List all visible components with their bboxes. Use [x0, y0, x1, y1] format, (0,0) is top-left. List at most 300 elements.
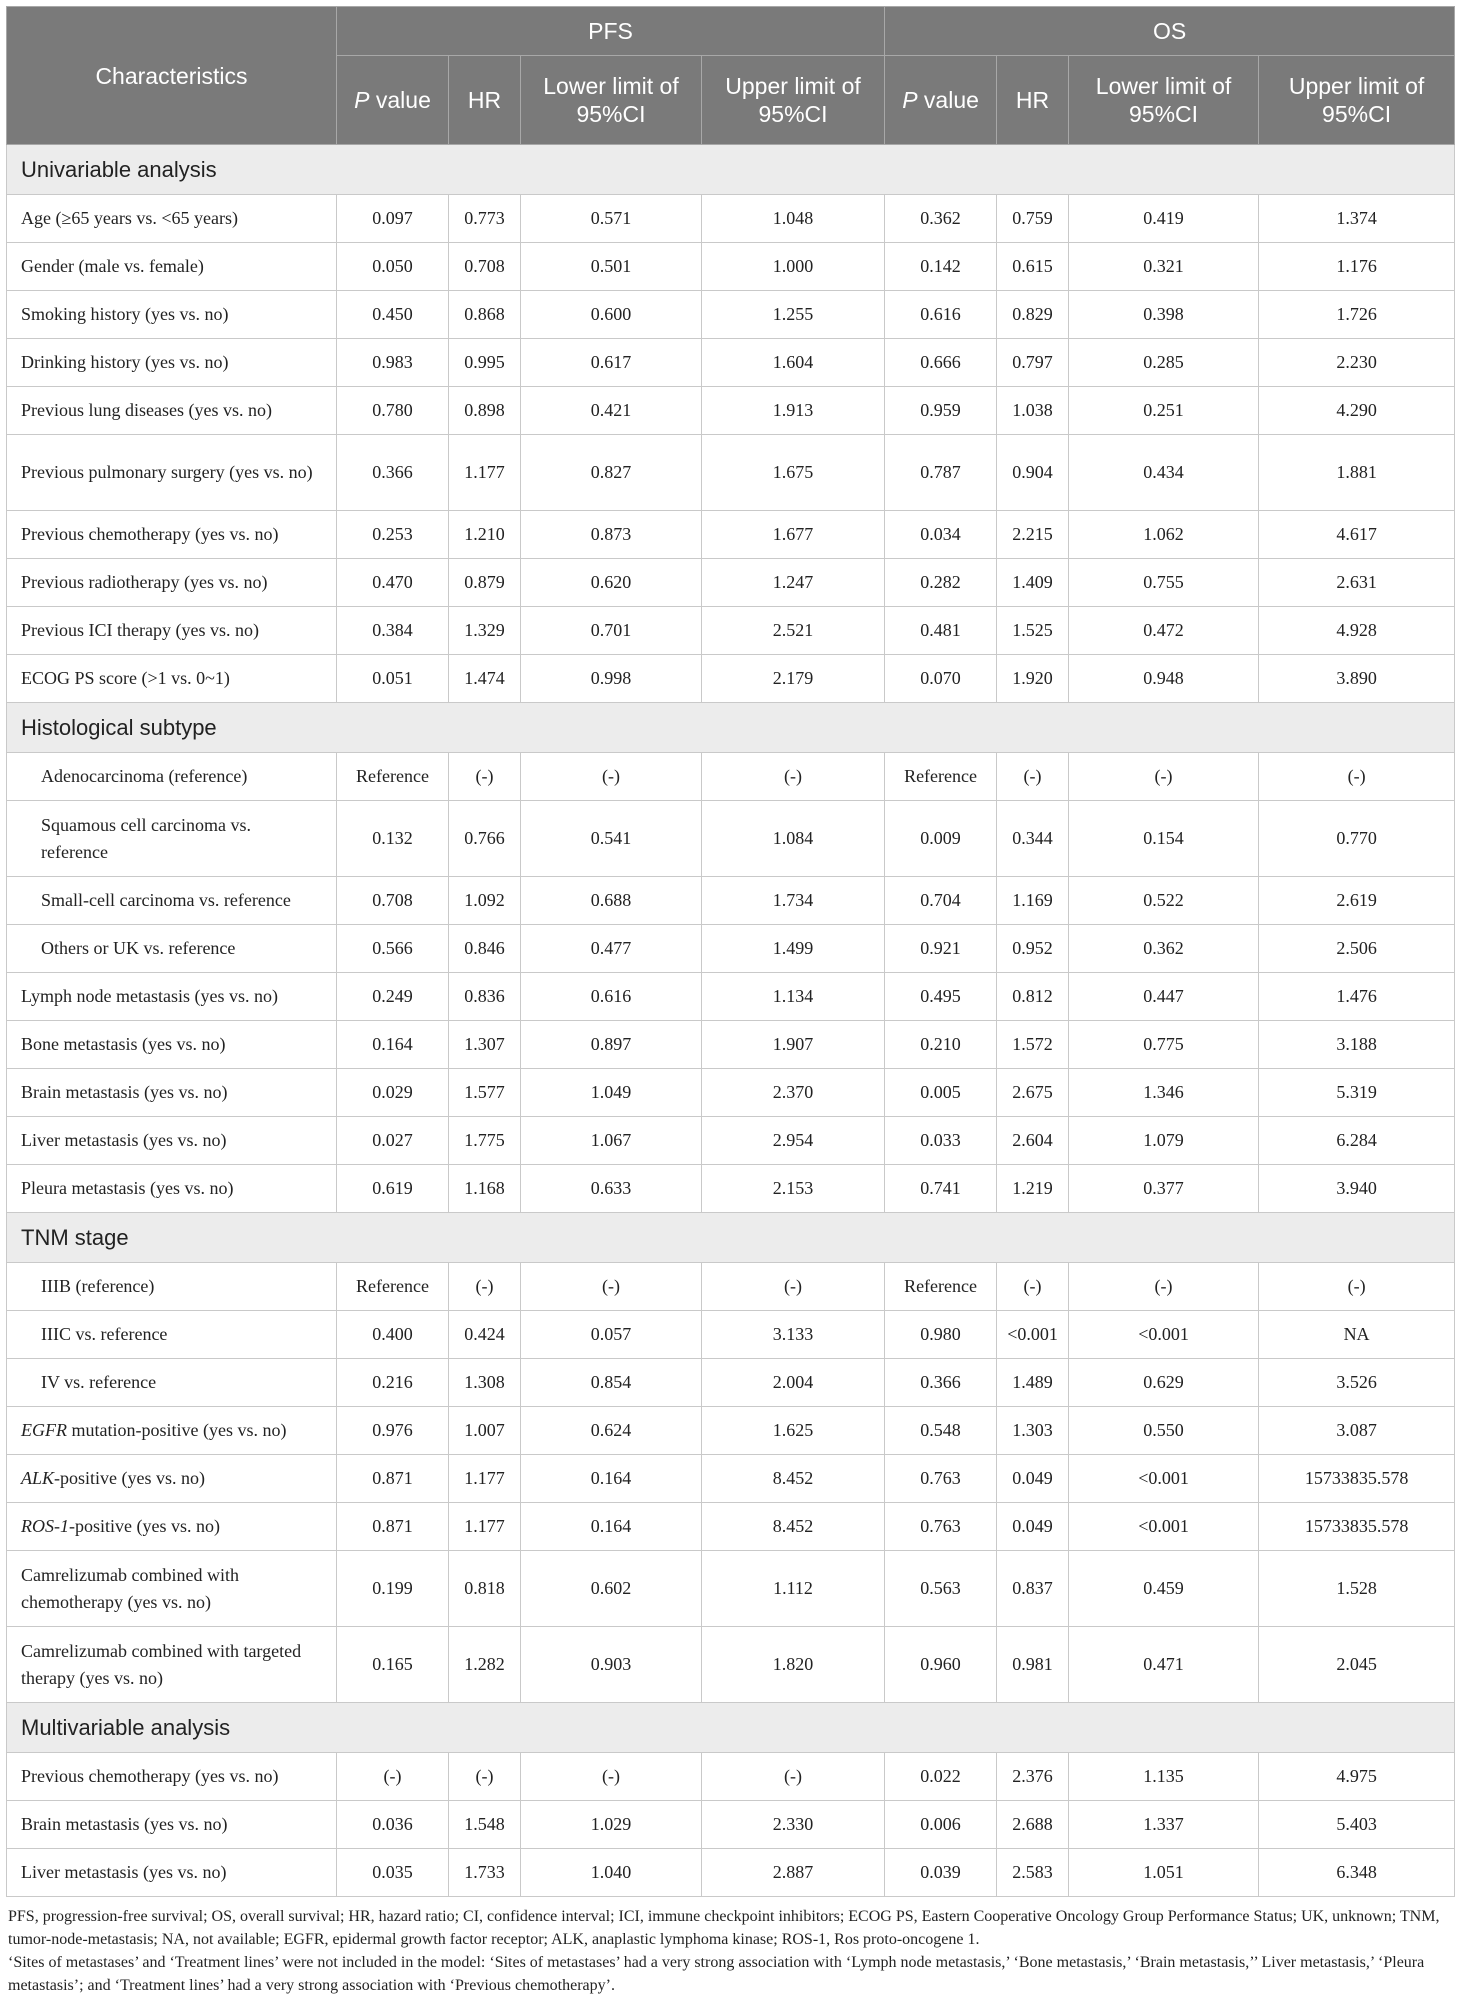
cell-os-lower: 0.285 — [1069, 339, 1259, 387]
characteristic-label: Age (≥65 years vs. <65 years) — [7, 195, 337, 243]
characteristic-label: Bone metastasis (yes vs. no) — [7, 1021, 337, 1069]
table-row — [7, 387, 1455, 435]
cell-os-lower: <0.001 — [1069, 1503, 1259, 1551]
cell-pfs-pvalue: Reference — [337, 753, 449, 801]
table-row — [7, 1849, 1455, 1897]
table-row — [7, 1311, 1455, 1359]
cell-pfs-hr: 1.210 — [449, 511, 521, 559]
cell-pfs-lower: 0.057 — [521, 1311, 702, 1359]
table-row — [7, 1801, 1455, 1849]
cell-pfs-hr: 0.836 — [449, 973, 521, 1021]
cell-pfs-pvalue: 0.400 — [337, 1311, 449, 1359]
cell-pfs-hr: 1.308 — [449, 1359, 521, 1407]
characteristic-label: Squamous cell carcinoma vs. reference — [7, 801, 337, 877]
header-os-lower: Lower limit of 95%CI — [1069, 56, 1259, 145]
cell-os-hr: 2.604 — [997, 1117, 1069, 1165]
cell-os-upper: 5.403 — [1259, 1801, 1455, 1849]
cell-pfs-upper: 1.820 — [702, 1627, 885, 1703]
cell-os-upper: 15733835.578 — [1259, 1503, 1455, 1551]
cell-os-pvalue: 0.366 — [885, 1359, 997, 1407]
cell-pfs-hr: 1.177 — [449, 1455, 521, 1503]
cell-pfs-pvalue: Reference — [337, 1263, 449, 1311]
cell-pfs-upper: 1.000 — [702, 243, 885, 291]
cell-os-lower: 0.362 — [1069, 925, 1259, 973]
cell-pfs-upper: 2.954 — [702, 1117, 885, 1165]
cell-os-hr: 1.169 — [997, 877, 1069, 925]
cell-pfs-upper: 1.247 — [702, 559, 885, 607]
cell-os-lower: 0.629 — [1069, 1359, 1259, 1407]
cell-pfs-upper: (-) — [702, 1263, 885, 1311]
cell-pfs-lower: 1.029 — [521, 1801, 702, 1849]
cell-os-lower: 0.775 — [1069, 1021, 1259, 1069]
cell-pfs-lower: 0.602 — [521, 1551, 702, 1627]
table-row — [7, 1165, 1455, 1213]
cell-pfs-pvalue: 0.035 — [337, 1849, 449, 1897]
cell-os-hr: 0.344 — [997, 801, 1069, 877]
cell-os-hr: 2.688 — [997, 1801, 1069, 1849]
cell-pfs-lower: 0.998 — [521, 655, 702, 703]
cell-os-pvalue: 0.282 — [885, 559, 997, 607]
cell-os-hr: 1.038 — [997, 387, 1069, 435]
characteristic-label: Smoking history (yes vs. no) — [7, 291, 337, 339]
cell-os-hr: 0.759 — [997, 195, 1069, 243]
cell-pfs-upper: 1.913 — [702, 387, 885, 435]
cell-os-pvalue: 0.616 — [885, 291, 997, 339]
table-row — [7, 339, 1455, 387]
cell-os-pvalue: 0.959 — [885, 387, 997, 435]
cell-os-pvalue: 0.495 — [885, 973, 997, 1021]
characteristic-label: Previous radiotherapy (yes vs. no) — [7, 559, 337, 607]
section-row — [7, 1703, 1455, 1753]
cell-os-lower: 0.447 — [1069, 973, 1259, 1021]
cell-os-hr: 1.219 — [997, 1165, 1069, 1213]
characteristic-label: ECOG PS score (>1 vs. 0~1) — [7, 655, 337, 703]
cell-os-pvalue: 0.763 — [885, 1455, 997, 1503]
cell-pfs-hr: 0.995 — [449, 339, 521, 387]
cell-pfs-hr: 0.818 — [449, 1551, 521, 1627]
cell-pfs-lower: (-) — [521, 1263, 702, 1311]
cell-pfs-lower: (-) — [521, 753, 702, 801]
cell-os-lower: 0.398 — [1069, 291, 1259, 339]
table-row — [7, 1551, 1455, 1627]
cell-os-hr: 0.952 — [997, 925, 1069, 973]
cell-os-lower: 0.471 — [1069, 1627, 1259, 1703]
cell-pfs-lower: 1.067 — [521, 1117, 702, 1165]
characteristic-label: Pleura metastasis (yes vs. no) — [7, 1165, 337, 1213]
cell-pfs-pvalue: 0.566 — [337, 925, 449, 973]
characteristic-label: Adenocarcinoma (reference) — [7, 753, 337, 801]
section-row — [7, 145, 1455, 195]
cell-os-lower: 0.251 — [1069, 387, 1259, 435]
cell-pfs-upper: 2.330 — [702, 1801, 885, 1849]
cell-pfs-upper: 1.734 — [702, 877, 885, 925]
cell-os-hr: 2.376 — [997, 1753, 1069, 1801]
table-row — [7, 1263, 1455, 1311]
cell-os-pvalue: 0.022 — [885, 1753, 997, 1801]
cell-pfs-pvalue: 0.036 — [337, 1801, 449, 1849]
cell-pfs-lower: 0.501 — [521, 243, 702, 291]
header-pfs-pvalue: P value — [337, 56, 449, 145]
cell-pfs-pvalue: 0.097 — [337, 195, 449, 243]
cell-pfs-lower: 0.421 — [521, 387, 702, 435]
cell-os-hr: 1.572 — [997, 1021, 1069, 1069]
cell-pfs-lower: 0.854 — [521, 1359, 702, 1407]
cell-pfs-hr: 1.168 — [449, 1165, 521, 1213]
cell-os-upper: 15733835.578 — [1259, 1455, 1455, 1503]
characteristic-label: Previous chemotherapy (yes vs. no) — [7, 1753, 337, 1801]
table-row — [7, 1503, 1455, 1551]
cell-pfs-hr: 1.577 — [449, 1069, 521, 1117]
characteristic-label: Others or UK vs. reference — [7, 925, 337, 973]
cell-os-hr: 0.812 — [997, 973, 1069, 1021]
characteristic-label: Camrelizumab combined with chemotherapy (yes vs. no) — [7, 1551, 337, 1627]
cell-pfs-hr: 1.548 — [449, 1801, 521, 1849]
cell-os-pvalue: 0.005 — [885, 1069, 997, 1117]
section-title: TNM stage — [7, 1213, 1455, 1263]
cell-pfs-lower: 0.903 — [521, 1627, 702, 1703]
cell-pfs-upper: 8.452 — [702, 1455, 885, 1503]
cell-pfs-pvalue: 0.050 — [337, 243, 449, 291]
cell-os-pvalue: 0.006 — [885, 1801, 997, 1849]
table-row — [7, 1117, 1455, 1165]
cell-os-hr: (-) — [997, 753, 1069, 801]
cell-os-lower: 0.321 — [1069, 243, 1259, 291]
cell-os-upper: 6.348 — [1259, 1849, 1455, 1897]
cell-pfs-lower: (-) — [521, 1753, 702, 1801]
cell-pfs-upper: 2.887 — [702, 1849, 885, 1897]
cell-pfs-upper: 1.907 — [702, 1021, 885, 1069]
cell-pfs-lower: 0.477 — [521, 925, 702, 973]
characteristic-label: ROS-1-positive (yes vs. no) — [7, 1503, 337, 1551]
section-title: Multivariable analysis — [7, 1703, 1455, 1753]
cell-os-hr: 2.215 — [997, 511, 1069, 559]
cell-pfs-hr: 0.773 — [449, 195, 521, 243]
characteristic-label: Liver metastasis (yes vs. no) — [7, 1117, 337, 1165]
characteristic-label: Previous pulmonary surgery (yes vs. no) — [7, 435, 337, 511]
characteristic-label: Previous chemotherapy (yes vs. no) — [7, 511, 337, 559]
cell-pfs-lower: 0.600 — [521, 291, 702, 339]
cell-os-lower: 0.550 — [1069, 1407, 1259, 1455]
cell-os-upper: 1.374 — [1259, 195, 1455, 243]
cell-pfs-pvalue: 0.780 — [337, 387, 449, 435]
cell-os-upper: 4.975 — [1259, 1753, 1455, 1801]
cell-os-lower: 1.079 — [1069, 1117, 1259, 1165]
cell-pfs-pvalue: 0.051 — [337, 655, 449, 703]
table-row — [7, 511, 1455, 559]
cell-pfs-pvalue: 0.366 — [337, 435, 449, 511]
cell-pfs-upper: (-) — [702, 753, 885, 801]
cell-os-pvalue: 0.563 — [885, 1551, 997, 1627]
characteristic-label: Liver metastasis (yes vs. no) — [7, 1849, 337, 1897]
cell-os-upper: 3.087 — [1259, 1407, 1455, 1455]
header-os-hr: HR — [997, 56, 1069, 145]
results-table-container — [6, 6, 1454, 1997]
cell-pfs-upper: 1.112 — [702, 1551, 885, 1627]
cell-os-hr: 0.049 — [997, 1503, 1069, 1551]
cell-pfs-lower: 0.701 — [521, 607, 702, 655]
cell-pfs-upper: 1.499 — [702, 925, 885, 973]
cell-os-hr: 0.981 — [997, 1627, 1069, 1703]
cox-regression-table — [6, 6, 1455, 1897]
cell-pfs-pvalue: 0.470 — [337, 559, 449, 607]
header-pfs-upper: Upper limit of 95%CI — [702, 56, 885, 145]
cell-pfs-lower: 0.633 — [521, 1165, 702, 1213]
cell-os-upper: (-) — [1259, 1263, 1455, 1311]
cell-os-hr: 0.615 — [997, 243, 1069, 291]
cell-pfs-pvalue: 0.164 — [337, 1021, 449, 1069]
cell-os-hr: 1.409 — [997, 559, 1069, 607]
cell-pfs-hr: 1.329 — [449, 607, 521, 655]
cell-pfs-lower: 0.616 — [521, 973, 702, 1021]
cell-os-pvalue: 0.787 — [885, 435, 997, 511]
cell-os-upper: 1.476 — [1259, 973, 1455, 1021]
characteristic-label: Gender (male vs. female) — [7, 243, 337, 291]
table-row — [7, 973, 1455, 1021]
cell-pfs-pvalue: 0.871 — [337, 1455, 449, 1503]
cell-pfs-upper: 1.134 — [702, 973, 885, 1021]
cell-os-pvalue: 0.741 — [885, 1165, 997, 1213]
characteristic-label: EGFR mutation-positive (yes vs. no) — [7, 1407, 337, 1455]
table-body — [7, 145, 1455, 1897]
cell-pfs-upper: 2.153 — [702, 1165, 885, 1213]
table-row — [7, 1359, 1455, 1407]
cell-os-lower: 0.472 — [1069, 607, 1259, 655]
cell-os-hr: 1.489 — [997, 1359, 1069, 1407]
cell-os-upper: 2.506 — [1259, 925, 1455, 973]
cell-os-lower: 1.051 — [1069, 1849, 1259, 1897]
cell-os-lower: 0.459 — [1069, 1551, 1259, 1627]
cell-os-upper: 3.940 — [1259, 1165, 1455, 1213]
cell-pfs-upper: 3.133 — [702, 1311, 885, 1359]
cell-os-lower: 1.135 — [1069, 1753, 1259, 1801]
characteristic-label: Drinking history (yes vs. no) — [7, 339, 337, 387]
table-row — [7, 243, 1455, 291]
footnote-model-note: ‘Sites of metastases’ and ‘Treatment lines’ were not included in the model: ‘Sites of metastases’ had a very strong association with ‘Lymph node metastasis,’ ‘Bone metastasis,’ ‘Brain metastasis,’’ Liver metastasis,’ ‘Pleura metastasis’; and ‘Treatment lines’ had a very strong association with ‘Previous chemotherapy’. — [8, 1954, 1425, 1994]
cell-os-pvalue: 0.070 — [885, 655, 997, 703]
cell-os-lower: 0.755 — [1069, 559, 1259, 607]
cell-pfs-pvalue: 0.450 — [337, 291, 449, 339]
table-footnote — [6, 1897, 1454, 1997]
cell-os-pvalue: Reference — [885, 1263, 997, 1311]
cell-os-lower: 0.522 — [1069, 877, 1259, 925]
cell-pfs-upper: 1.675 — [702, 435, 885, 511]
cell-os-hr: 0.829 — [997, 291, 1069, 339]
cell-pfs-hr: 1.177 — [449, 435, 521, 511]
cell-os-upper: 3.188 — [1259, 1021, 1455, 1069]
cell-pfs-hr: 1.282 — [449, 1627, 521, 1703]
cell-pfs-hr: 1.733 — [449, 1849, 521, 1897]
cell-pfs-pvalue: 0.253 — [337, 511, 449, 559]
cell-os-upper: (-) — [1259, 753, 1455, 801]
cell-pfs-hr: 1.474 — [449, 655, 521, 703]
cell-pfs-upper: 2.370 — [702, 1069, 885, 1117]
cell-os-upper: 3.526 — [1259, 1359, 1455, 1407]
cell-os-pvalue: 0.034 — [885, 511, 997, 559]
cell-os-pvalue: 0.548 — [885, 1407, 997, 1455]
table-row — [7, 1455, 1455, 1503]
cell-pfs-lower: 1.040 — [521, 1849, 702, 1897]
table-row — [7, 1069, 1455, 1117]
table-row — [7, 195, 1455, 243]
cell-os-hr: 1.525 — [997, 607, 1069, 655]
cell-pfs-upper: 1.255 — [702, 291, 885, 339]
cell-os-lower: <0.001 — [1069, 1311, 1259, 1359]
cell-os-upper: 3.890 — [1259, 655, 1455, 703]
cell-os-upper: 4.290 — [1259, 387, 1455, 435]
cell-os-upper: 5.319 — [1259, 1069, 1455, 1117]
characteristic-label: Previous lung diseases (yes vs. no) — [7, 387, 337, 435]
cell-os-pvalue: 0.481 — [885, 607, 997, 655]
cell-os-upper: 1.726 — [1259, 291, 1455, 339]
cell-pfs-hr: (-) — [449, 753, 521, 801]
cell-os-lower: 0.948 — [1069, 655, 1259, 703]
cell-os-lower: 1.062 — [1069, 511, 1259, 559]
cell-pfs-upper: 8.452 — [702, 1503, 885, 1551]
cell-pfs-hr: 1.092 — [449, 877, 521, 925]
cell-os-pvalue: 0.210 — [885, 1021, 997, 1069]
cell-os-lower: 0.377 — [1069, 1165, 1259, 1213]
cell-os-upper: 4.928 — [1259, 607, 1455, 655]
cell-os-lower: 0.154 — [1069, 801, 1259, 877]
cell-pfs-upper: 1.084 — [702, 801, 885, 877]
cell-os-pvalue: 0.039 — [885, 1849, 997, 1897]
section-title: Univariable analysis — [7, 145, 1455, 195]
cell-os-pvalue: 0.960 — [885, 1627, 997, 1703]
cell-pfs-pvalue: 0.027 — [337, 1117, 449, 1165]
cell-pfs-upper: 1.677 — [702, 511, 885, 559]
cell-pfs-pvalue: 0.165 — [337, 1627, 449, 1703]
cell-os-lower: 1.337 — [1069, 1801, 1259, 1849]
cell-pfs-hr: 1.007 — [449, 1407, 521, 1455]
cell-os-hr: <0.001 — [997, 1311, 1069, 1359]
cell-pfs-hr: 0.424 — [449, 1311, 521, 1359]
cell-os-pvalue: 0.704 — [885, 877, 997, 925]
cell-os-lower: (-) — [1069, 1263, 1259, 1311]
cell-pfs-lower: 0.624 — [521, 1407, 702, 1455]
cell-os-upper: 0.770 — [1259, 801, 1455, 877]
cell-os-lower: <0.001 — [1069, 1455, 1259, 1503]
cell-pfs-pvalue: 0.976 — [337, 1407, 449, 1455]
table-row — [7, 925, 1455, 973]
section-row — [7, 703, 1455, 753]
characteristic-label: Brain metastasis (yes vs. no) — [7, 1801, 337, 1849]
characteristic-label: ALK-positive (yes vs. no) — [7, 1455, 337, 1503]
cell-os-hr: 0.797 — [997, 339, 1069, 387]
cell-os-pvalue: 0.033 — [885, 1117, 997, 1165]
cell-os-upper: 1.176 — [1259, 243, 1455, 291]
cell-pfs-pvalue: 0.871 — [337, 1503, 449, 1551]
cell-os-upper: 2.045 — [1259, 1627, 1455, 1703]
cell-os-hr: 1.920 — [997, 655, 1069, 703]
cell-os-lower: 1.346 — [1069, 1069, 1259, 1117]
cell-pfs-upper: 1.625 — [702, 1407, 885, 1455]
characteristic-label: IIIB (reference) — [7, 1263, 337, 1311]
characteristic-label: Small-cell carcinoma vs. reference — [7, 877, 337, 925]
cell-os-pvalue: 0.763 — [885, 1503, 997, 1551]
cell-pfs-upper: 2.179 — [702, 655, 885, 703]
cell-os-hr: (-) — [997, 1263, 1069, 1311]
cell-os-pvalue: 0.980 — [885, 1311, 997, 1359]
cell-pfs-hr: 1.307 — [449, 1021, 521, 1069]
cell-pfs-pvalue: 0.216 — [337, 1359, 449, 1407]
table-row — [7, 877, 1455, 925]
cell-os-hr: 0.837 — [997, 1551, 1069, 1627]
cell-os-hr: 1.303 — [997, 1407, 1069, 1455]
table-row — [7, 801, 1455, 877]
table-row — [7, 291, 1455, 339]
characteristic-label: IIIC vs. reference — [7, 1311, 337, 1359]
cell-os-hr: 2.583 — [997, 1849, 1069, 1897]
cell-pfs-lower: 0.617 — [521, 339, 702, 387]
cell-os-lower: 0.419 — [1069, 195, 1259, 243]
cell-os-pvalue: 0.142 — [885, 243, 997, 291]
cell-pfs-pvalue: 0.132 — [337, 801, 449, 877]
header-os-upper: Upper limit of 95%CI — [1259, 56, 1455, 145]
cell-os-pvalue: Reference — [885, 753, 997, 801]
characteristic-label: Previous ICI therapy (yes vs. no) — [7, 607, 337, 655]
cell-pfs-pvalue: 0.029 — [337, 1069, 449, 1117]
table-row — [7, 1753, 1455, 1801]
cell-pfs-hr: 0.766 — [449, 801, 521, 877]
cell-pfs-hr: 0.708 — [449, 243, 521, 291]
cell-os-upper: 6.284 — [1259, 1117, 1455, 1165]
cell-pfs-lower: 0.688 — [521, 877, 702, 925]
table-row — [7, 435, 1455, 511]
header-pfs-lower: Lower limit of 95%CI — [521, 56, 702, 145]
table-row — [7, 1407, 1455, 1455]
cell-pfs-pvalue: 0.249 — [337, 973, 449, 1021]
cell-os-pvalue: 0.009 — [885, 801, 997, 877]
cell-pfs-hr: 0.898 — [449, 387, 521, 435]
cell-os-upper: 1.881 — [1259, 435, 1455, 511]
header-pfs: PFS — [337, 7, 885, 56]
cell-pfs-upper: 1.604 — [702, 339, 885, 387]
table-row — [7, 655, 1455, 703]
footnote-abbreviations: PFS, progression-free survival; OS, overall survival; HR, hazard ratio; CI, confidence interval; ICI, immune checkpoint inhibitors; ECOG PS, Eastern Cooperative Oncology Group Performance Status; UK, unknown; TNM, tumor-node-metastasis; NA, not available; EGFR, epidermal growth factor receptor; ALK, anaplastic lymphoma kinase; ROS-1, Ros proto-oncogene 1. — [8, 1908, 1440, 1948]
cell-pfs-pvalue: (-) — [337, 1753, 449, 1801]
header-characteristics: Characteristics — [7, 7, 337, 145]
cell-os-lower: (-) — [1069, 753, 1259, 801]
table-row — [7, 1021, 1455, 1069]
cell-os-upper: 4.617 — [1259, 511, 1455, 559]
cell-pfs-hr: (-) — [449, 1753, 521, 1801]
cell-os-lower: 0.434 — [1069, 435, 1259, 511]
cell-pfs-upper: 2.004 — [702, 1359, 885, 1407]
cell-pfs-pvalue: 0.384 — [337, 607, 449, 655]
table-row — [7, 607, 1455, 655]
cell-pfs-lower: 1.049 — [521, 1069, 702, 1117]
cell-pfs-hr: 1.775 — [449, 1117, 521, 1165]
cell-pfs-pvalue: 0.708 — [337, 877, 449, 925]
cell-os-pvalue: 0.666 — [885, 339, 997, 387]
cell-pfs-hr: (-) — [449, 1263, 521, 1311]
header-os: OS — [885, 7, 1455, 56]
cell-pfs-lower: 0.164 — [521, 1503, 702, 1551]
cell-pfs-lower: 0.571 — [521, 195, 702, 243]
cell-pfs-upper: (-) — [702, 1753, 885, 1801]
cell-os-hr: 0.904 — [997, 435, 1069, 511]
cell-pfs-upper: 2.521 — [702, 607, 885, 655]
cell-pfs-lower: 0.827 — [521, 435, 702, 511]
cell-pfs-hr: 0.868 — [449, 291, 521, 339]
cell-os-upper: 1.528 — [1259, 1551, 1455, 1627]
cell-os-pvalue: 0.921 — [885, 925, 997, 973]
characteristic-label: Brain metastasis (yes vs. no) — [7, 1069, 337, 1117]
section-title: Histological subtype — [7, 703, 1455, 753]
characteristic-label: Camrelizumab combined with targeted therapy (yes vs. no) — [7, 1627, 337, 1703]
cell-os-pvalue: 0.362 — [885, 195, 997, 243]
cell-pfs-hr: 0.846 — [449, 925, 521, 973]
